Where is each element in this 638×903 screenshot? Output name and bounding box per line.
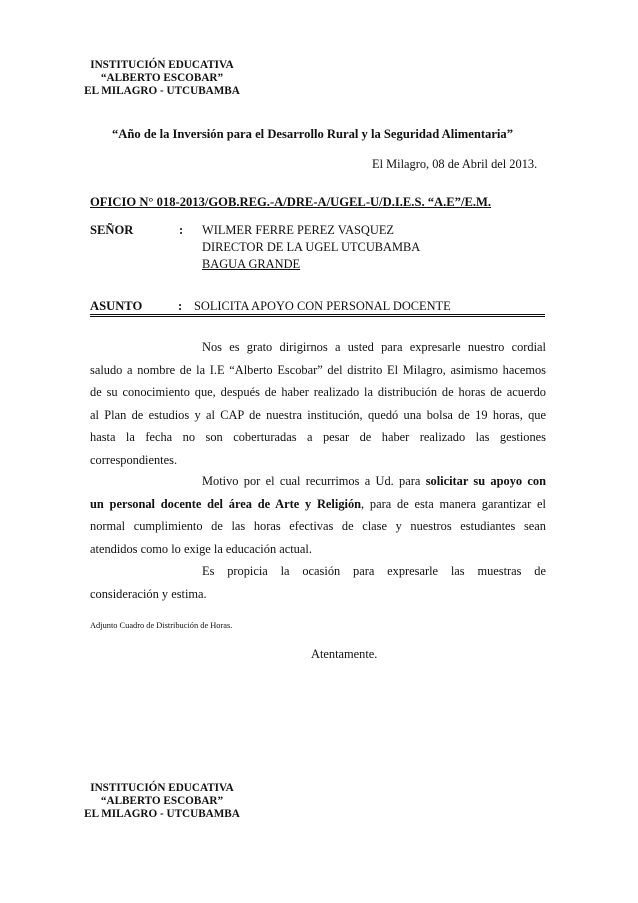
subject-label: ASUNTO <box>90 299 143 313</box>
oficio-number: OFICIO N° 018-2013/GOB.REG.-A/DRE-A/UGEL-U/D.I.E.S. “A.E”/E.M. <box>90 195 492 209</box>
paragraph-line: Nos es grato dirigirnos a usted para expresarle nuestro cordial <box>202 340 546 354</box>
paragraph-line: hasta la fecha no son coberturadas a pesar de haber realizado las gestiones <box>90 430 546 444</box>
paragraph-text: Motivo por el cual recurrimos a Ud. para <box>202 474 426 488</box>
institution-school-name: “ALBERTO ESCOBAR” <box>100 795 224 807</box>
recipient-name: WILMER FERRE PEREZ VASQUEZ <box>202 223 394 237</box>
institution-school-name: “ALBERTO ESCOBAR” <box>100 72 224 84</box>
recipient-title: DIRECTOR DE LA UGEL UTCUBAMBA <box>202 240 421 254</box>
subject-colon: : <box>178 299 183 313</box>
recipient-label: SEÑOR <box>90 223 134 237</box>
paragraph-line: normal cumplimiento de las horas efectivas de clase y nuestros estudiantes sean <box>90 519 546 533</box>
paragraph-line: saludo a nombre de la I.E “Alberto Escobar” del distrito El Milagro, asimismo hacemos <box>90 362 546 377</box>
institution-header-bottom <box>82 782 242 821</box>
paragraph-bold-text: solicitar su apoyo con <box>425 474 546 488</box>
place-date: El Milagro, 08 de Abril del 2013. <box>372 157 538 171</box>
subject-text: SOLICITA APOYO CON PERSONAL DOCENTE <box>194 299 451 313</box>
body-paragraph-2 <box>90 470 546 560</box>
paragraph-line: consideración y estima. <box>90 586 207 601</box>
paragraph-text: , para de esta manera garantizar el <box>361 496 546 511</box>
paragraph-line: al Plan de estudios y al CAP de nuestra institución, quedó una bolsa de 19 horas, que <box>90 407 546 422</box>
institution-name: INSTITUCIÓN EDUCATIVA <box>90 782 234 794</box>
recipient-colon: : <box>179 223 184 237</box>
institution-name: INSTITUCIÓN EDUCATIVA <box>90 59 234 71</box>
paragraph-line: de su conocimiento que, después de haber realizado la distribución de horas de acuerdo <box>90 385 546 399</box>
institution-location: EL MILAGRO - UTCUBAMBA <box>84 808 240 820</box>
paragraph-bold-text: un personal docente del área de Arte y Religión <box>90 496 362 511</box>
institution-header-top <box>82 59 242 98</box>
year-motto: “Año de la Inversión para el Desarrollo Rural y la Seguridad Alimentaria” <box>112 127 514 141</box>
paragraph-line <box>90 470 546 493</box>
recipient-city: BAGUA GRANDE <box>202 257 301 271</box>
subject-double-underline <box>90 314 545 317</box>
body-paragraph-3 <box>90 560 546 605</box>
closing: Atentamente. <box>311 647 378 661</box>
body-paragraph-1 <box>90 336 546 471</box>
attachment-note: Adjunto Cuadro de Distribución de Horas. <box>90 621 233 630</box>
paragraph-line: atendidos como lo exige la educación actual. <box>90 541 312 556</box>
paragraph-line: correspondientes. <box>90 452 178 467</box>
paragraph-line: Es propicia la ocasión para expresarle las muestras de <box>202 564 546 578</box>
institution-location: EL MILAGRO - UTCUBAMBA <box>84 85 240 97</box>
paragraph-line <box>90 493 546 516</box>
